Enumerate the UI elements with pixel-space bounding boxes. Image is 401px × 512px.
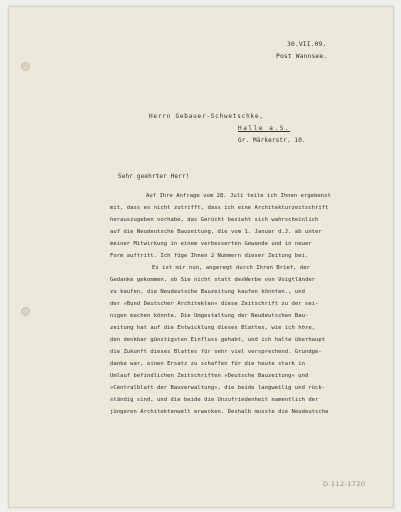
body-line: nigen machen könnte. Die Umgestaltung der Neudeutschen Bau- (110, 313, 309, 319)
body-line: den denkbar günstigsten Einfluss gehabt, und ich halte überhaupt (110, 337, 326, 343)
body-line: meiner Mitwirkung in einem verbesserten Gewande und in neuer (110, 241, 312, 247)
body-line: Auf Ihre Anfrage vom 28. Juli teile ich Ihnen ergebenst (146, 193, 331, 199)
salutation: Sehr geehrter Herr! (118, 173, 190, 180)
body-line: Umlauf befindlichen Zeitschriften »Deutsche Bauzeitung« und (110, 373, 309, 379)
body-line: der »Bund Deutscher Architekten« diese Zeitschrift zu der sei- (110, 301, 319, 307)
punch-hole (21, 307, 30, 316)
body-line: »Centralblatt der Bauverwaltung«, die beide langweilig und rück- (110, 385, 326, 391)
body-line: zeitung hat auf die Entwicklung dieses Blattes, wie ich höre, (110, 325, 316, 331)
body-line: mit, dass es nicht zutrifft, dass ich eine Architekturzeitschrift (110, 205, 329, 211)
body-line: zu kaufen, die Neudeutsche Bauzeitung kaufen könnten., und (110, 289, 305, 295)
punch-hole (21, 62, 30, 71)
recipient-street: Gr. Märkerstr. 10. (238, 137, 306, 144)
pencil-archive-note: D 112-1720 (323, 480, 366, 488)
body-line: Es ist mir nun, angeregt durch Ihren Brief, der (152, 265, 310, 271)
body-line: danke war, einen Ersatz zu schaffen für die heute stark in (110, 361, 305, 367)
recipient-name: Herrn Gebauer-Schwetschke, (149, 113, 264, 120)
body-line: die Zukunft dieses Blattes für sehr viel versprechend. Grundge- (110, 349, 322, 355)
body-line: jüngeren Architektenwelt erwecken. Deshalb musste die Neudeutsche (110, 409, 329, 415)
body-line: auf die Neudeutsche Bauzeitung, die vom 1. Januar d.J. ab unter (110, 229, 322, 235)
letter-date: 30.VII.09. (287, 41, 327, 48)
recipient-city: Halle a.S. (238, 125, 291, 132)
body-line: herauszugeben vorhabe, das Gerücht bezieht sich wahrscheinlich (110, 217, 319, 223)
body-line: Form auftritt. Ich füge Ihnen 2 Nummern dieser Zeitung bei. (110, 253, 309, 259)
letter-body (110, 190, 390, 418)
body-line: Gedanke gekommen, ob Sie nicht statt desWerbe von Voigtländer (110, 277, 316, 283)
body-line: ständig sind, und die beide die Unzufriedenheit namentlich der (110, 397, 319, 403)
letter-place: Post Wannsee. (276, 53, 328, 60)
